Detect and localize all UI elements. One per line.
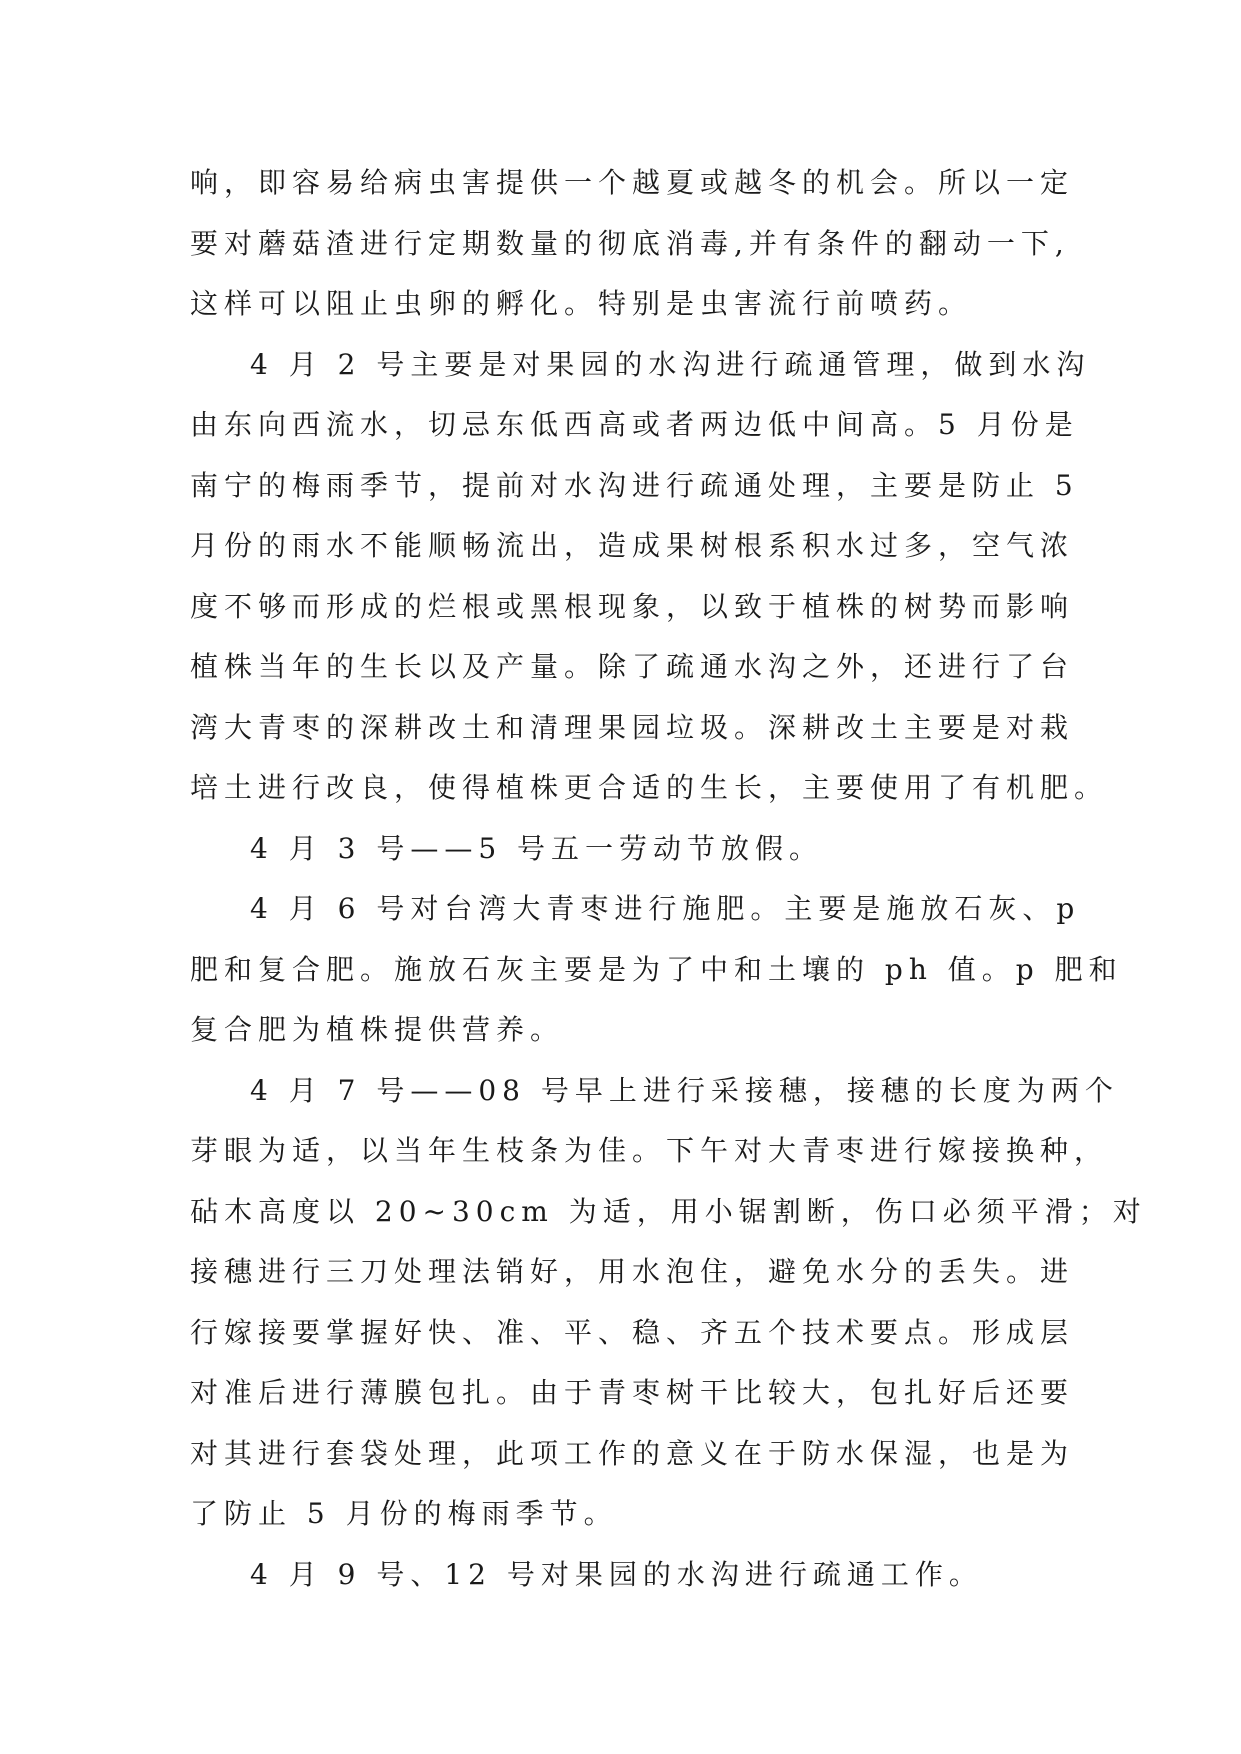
text-line: 4 月 6 号对台湾大青枣进行施肥。主要是施放石灰、p (250, 892, 1081, 925)
text-line: 由东向西流水，切忌东低西高或者两边低中间高。5 月份是 (190, 408, 1079, 441)
text-line: 4 月 7 号——08 号早上进行采接穗，接穗的长度为两个 (250, 1073, 1119, 1107)
paragraph-1 (190, 153, 1090, 335)
paragraph-5 (190, 1061, 1147, 1545)
text-line: 培土进行改良，使得植株更合适的生长，主要使用了有机肥。 (190, 771, 1109, 804)
paragraph-2 (190, 335, 1109, 819)
paragraph-3 (190, 819, 1090, 880)
text-line: 这样可以阻止虫卵的孵化。特别是虫害流行前喷药。 (190, 287, 973, 320)
text-line: 对其进行套袋处理，此项工作的意义在于防水保湿，也是为 (190, 1436, 1075, 1470)
paragraph-4 (190, 879, 1123, 1061)
text-line: 对准后进行薄膜包扎。由于青枣树干比较大，包扎好后还要 (190, 1376, 1075, 1409)
text-line: 响，即容易给病虫害提供一个越夏或越冬的机会。所以一定 (190, 166, 1075, 199)
text-line: 复合肥为植株提供营养。 (190, 1013, 565, 1046)
text-line: 要对蘑菇渣进行定期数量的彻底消毒,并有条件的翻动一下, (190, 226, 1070, 260)
text-line: 月份的雨水不能顺畅流出，造成果树根系积水过多，空气浓 (190, 529, 1075, 562)
text-line: 行嫁接要掌握好快、准、平、稳、齐五个技术要点。形成层 (190, 1315, 1075, 1349)
text-line: 4 月 9 号、12 号对果园的水沟进行疏通工作。 (250, 1557, 983, 1591)
text-line: 4 月 2 号主要是对果园的水沟进行疏通管理，做到水沟 (250, 347, 1091, 381)
text-line: 肥和复合肥。施放石灰主要是为了中和土壤的 ph 值。p 肥和 (190, 952, 1123, 986)
text-line: 芽眼为适，以当年生枝条为佳。下午对大青枣进行嫁接换种， (190, 1134, 1109, 1167)
text-line: 植株当年的生长以及产量。除了疏通水沟之外，还进行了台 (190, 650, 1075, 683)
text-line: 砧木高度以 20~30cm 为适，用小锯割断，伤口必须平滑；对 (190, 1194, 1147, 1228)
paragraph-6 (190, 1545, 1090, 1606)
text-line: 南宁的梅雨季节，提前对水沟进行疏通处理，主要是防止 5 (190, 468, 1079, 502)
document-body (190, 153, 1147, 1605)
text-line: 湾大青枣的深耕改土和清理果园垃圾。深耕改土主要是对栽 (190, 710, 1075, 744)
text-line: 了防止 5 月份的梅雨季节。 (190, 1497, 618, 1530)
text-line: 4 月 3 号——5 号五一劳动节放假。 (250, 831, 824, 865)
text-line: 接穗进行三刀处理法销好，用水泡住，避免水分的丢失。进 (190, 1255, 1075, 1288)
text-line: 度不够而形成的烂根或黑根现象，以致于植株的树势而影响 (190, 589, 1075, 623)
